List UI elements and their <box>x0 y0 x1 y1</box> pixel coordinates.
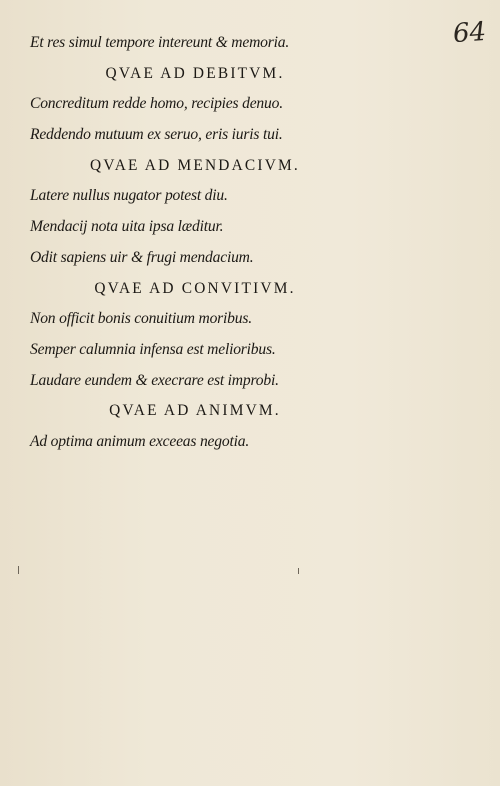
paper-mark <box>298 568 299 574</box>
folio-number: 64 <box>451 16 488 50</box>
text-line: Ad optima animum exceeas negotia. <box>30 432 250 450</box>
text-line: Latere nullus nugator potest diu. <box>30 187 228 205</box>
text-line: Mendacij nota uita ipsa læditur. <box>30 218 224 236</box>
text-line: Reddendo mutuum ex seruo, eris iuris tui. <box>30 126 283 144</box>
text-line: Concreditum redde homo, recipies denuo. <box>30 95 283 113</box>
text-line: Odit sapiens uir & frugi mendacium. <box>30 248 254 266</box>
section-heading: QVAE AD DEBITVM. <box>105 64 285 82</box>
text-line: Non officit bonis conuitium moribus. <box>30 310 252 328</box>
section-heading: QVAE AD ANIMVM. <box>109 402 281 420</box>
text-block <box>30 34 360 464</box>
text-line: Et res simul tempore intereunt & memoria. <box>30 34 290 51</box>
paper-mark <box>18 566 19 574</box>
section-heading: QVAE AD MENDACIVM. <box>90 156 300 174</box>
section-heading: QVAE AD CONVITIVM. <box>94 279 296 297</box>
text-line: Laudare eundem & execrare est improbi. <box>30 371 279 389</box>
text-line: Semper calumnia infensa est melioribus. <box>30 340 276 358</box>
